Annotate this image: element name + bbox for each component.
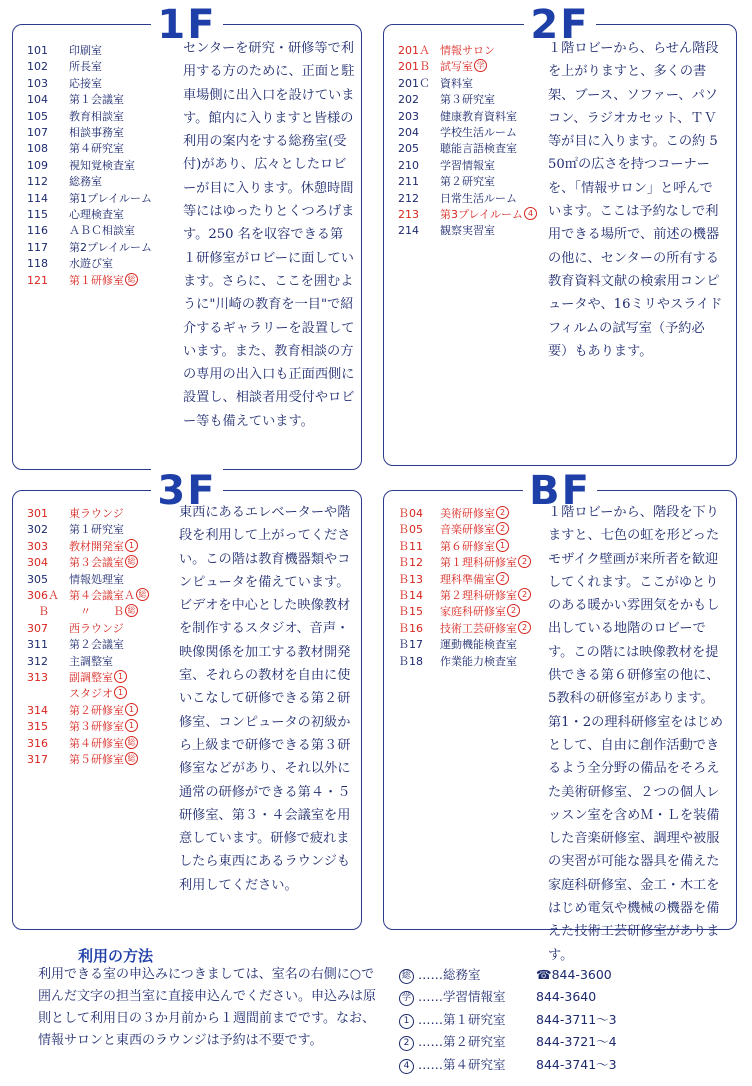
- room-name: 第1プレイルーム: [69, 191, 153, 205]
- room-row: [27, 207, 152, 223]
- room-row: [398, 588, 531, 604]
- room-number: 312: [27, 654, 48, 668]
- usage-title: 利用の方法: [78, 947, 154, 965]
- room-name: 心理検査室: [69, 208, 124, 222]
- room-row: [398, 539, 531, 555]
- room-row: [27, 158, 152, 174]
- room-row: [27, 240, 152, 256]
- circled-mark: 1: [125, 703, 138, 716]
- room-number: 204: [398, 126, 419, 140]
- room-number: 109: [27, 158, 48, 172]
- floor-1f-panel: [12, 2, 362, 470]
- room-row: [27, 588, 149, 604]
- room-name: ＡＢＣ相談室: [69, 224, 135, 238]
- room-name: 第2プレイルーム: [69, 240, 153, 254]
- room-row: [27, 637, 149, 653]
- floor-title: BF: [523, 469, 597, 513]
- circled-mark: 2: [496, 572, 509, 585]
- circled-mark: 総: [125, 555, 138, 568]
- room-name: 作業能力検査室: [440, 654, 517, 668]
- room-row: [27, 256, 152, 272]
- floor-title: 1F: [151, 3, 222, 47]
- room-row: [398, 604, 531, 620]
- room-number: 121: [27, 273, 48, 287]
- room-number: Ｂ11: [398, 539, 423, 553]
- contact-phone: ☎844-3600: [536, 967, 612, 982]
- room-row: [398, 637, 531, 653]
- room-row: [398, 76, 537, 92]
- room-name: 学校生活ルーム: [440, 126, 517, 140]
- floor-title: 2F: [524, 3, 595, 47]
- room-name: 運動機能検査室: [440, 638, 517, 652]
- room-name: 第４研修室: [69, 736, 124, 750]
- room-name: 相談事務室: [69, 126, 124, 140]
- contact-label: ……学習情報室: [418, 989, 506, 1005]
- room-name: 美術研修室: [440, 507, 495, 520]
- circled-mark: 学: [399, 991, 414, 1006]
- circled-mark: 総: [125, 752, 138, 765]
- room-row: [27, 506, 149, 522]
- circled-mark: 2: [518, 588, 531, 601]
- room-name: 教育相談室: [69, 109, 124, 123]
- room-number: Ｂ04: [398, 507, 423, 520]
- room-number: 301: [27, 507, 48, 520]
- room-number: Ｂ: [27, 605, 49, 619]
- room-number: 315: [27, 720, 48, 734]
- room-name: 総務室: [69, 175, 102, 189]
- room-row: [398, 223, 537, 239]
- room-number: 117: [27, 240, 48, 254]
- room-name: 第３研究室: [440, 93, 495, 107]
- room-number: 205: [398, 142, 419, 156]
- room-name: 第６研修室: [440, 539, 495, 553]
- room-row: [27, 191, 152, 207]
- room-number: Ｂ13: [398, 572, 423, 586]
- room-name: スタジオ: [69, 687, 113, 701]
- room-number: 305: [27, 572, 48, 586]
- room-row: [27, 273, 152, 289]
- room-row: [27, 125, 152, 141]
- room-number: 203: [398, 109, 419, 123]
- room-name: 〃 Ｂ: [69, 605, 124, 619]
- room-name: 資料室: [440, 76, 473, 90]
- contact-phone: 844-3721～4: [536, 1034, 617, 1050]
- room-row: [27, 539, 149, 555]
- circled-mark: 2: [518, 555, 531, 568]
- room-number: 202: [398, 93, 419, 107]
- room-number: 214: [398, 224, 419, 238]
- room-list: [398, 43, 537, 240]
- room-number: 105: [27, 109, 48, 123]
- room-row: [398, 141, 537, 157]
- contact-label: ……第１研究室: [418, 1011, 506, 1027]
- floor-3f-panel: [12, 468, 362, 930]
- circled-mark: 2: [518, 621, 531, 634]
- room-number: 317: [27, 753, 48, 767]
- room-number: Ｂ12: [398, 556, 423, 570]
- room-name: 情報サロン: [440, 44, 495, 57]
- room-name: 第２理科研修室: [440, 589, 517, 603]
- room-row: [27, 223, 152, 239]
- room-list: [398, 506, 531, 670]
- room-row: [27, 522, 149, 538]
- room-number: 108: [27, 142, 48, 156]
- room-number: 316: [27, 736, 48, 750]
- room-name: 第１会議室: [69, 93, 124, 107]
- room-row: [398, 125, 537, 141]
- room-name: 第3プレイルーム: [440, 208, 524, 222]
- room-name: 理科準備室: [440, 572, 495, 586]
- contact-row: [398, 1054, 617, 1076]
- circled-mark: 学: [474, 59, 487, 72]
- room-number: 118: [27, 257, 48, 271]
- room-row: [27, 141, 152, 157]
- room-number: 112: [27, 175, 48, 189]
- room-number: 306Ａ: [27, 589, 59, 603]
- room-number: 213: [398, 208, 419, 222]
- room-row: [27, 621, 149, 637]
- room-number: [27, 686, 69, 702]
- contact-label: ……総務室: [418, 967, 481, 982]
- room-name: 第１理科研修室: [440, 556, 517, 570]
- circled-mark: 2: [496, 522, 509, 535]
- room-row: [398, 174, 537, 190]
- circled-mark: 総: [125, 273, 138, 286]
- floor-title: 3F: [151, 469, 222, 513]
- room-name: 第２会議室: [69, 638, 124, 652]
- room-number: 303: [27, 539, 48, 553]
- room-number: 201Ｂ: [398, 60, 430, 74]
- room-name: 第４会議室Ａ: [69, 589, 135, 603]
- contact-label: ……第４研究室: [418, 1056, 506, 1072]
- room-name: 印刷室: [69, 44, 102, 57]
- room-number: 114: [27, 191, 48, 205]
- room-row: [398, 621, 531, 637]
- room-name: 第５研修室: [69, 753, 124, 767]
- floor-bf-panel: [383, 468, 737, 963]
- contact-phone: 844-3711～3: [536, 1011, 617, 1027]
- room-name: 第３会議室: [69, 556, 124, 570]
- room-number: 210: [398, 158, 419, 172]
- room-row: [398, 109, 537, 125]
- circled-mark: 総: [125, 604, 138, 617]
- room-name: 主調整室: [69, 654, 113, 668]
- room-number: 302: [27, 523, 48, 537]
- room-name: 健康教育資料室: [440, 109, 517, 123]
- floor-description: 東西にあるエレベーターや階段を利用して上がってください。この階は教育機器類やコンピュータを備えています。ビデオを中心とした映像教材を制作するスタジオ、音声・映像関係を加工する教材開発室、それらの教材を自由に使いこなして研修できる第２研修室、コンピュータの初級から上級まで研修できる第３研修室などがあり、それ以外に通常の研修ができる第４・５研修室、第３・４会議室を用意しています。研修で疲れましたら東西にあるラウンジも利用してください。: [179, 505, 351, 893]
- circled-mark: 4: [399, 1059, 414, 1074]
- room-row: [398, 191, 537, 207]
- room-row: [27, 703, 149, 719]
- room-number: 211: [398, 175, 419, 189]
- room-number: 102: [27, 60, 48, 74]
- circled-mark: 2: [496, 506, 509, 519]
- circled-mark: 総: [136, 588, 149, 601]
- room-number: 116: [27, 224, 48, 238]
- room-row: [398, 207, 537, 223]
- room-number: Ｂ14: [398, 589, 423, 603]
- room-number: 104: [27, 93, 48, 107]
- room-name: 第１研究室: [69, 523, 124, 537]
- room-row: [27, 686, 149, 702]
- floor-2f-panel: [383, 2, 737, 466]
- room-name: 副調整室: [69, 671, 113, 685]
- room-number: 212: [398, 191, 419, 205]
- circled-mark: 1: [114, 670, 127, 683]
- room-name: 第２研修室: [69, 703, 124, 717]
- room-name: 試写室: [440, 60, 473, 74]
- usage-text: 利用できる室の申込みにつきましては、室名の右側に○で囲んだ文字の担当室に直接申込んでください。申込みは原則として利用日の３か月前から１週間前までです。なお、情報サロンと東西のラウンジは予約は不要です。: [38, 967, 377, 1048]
- room-row: [27, 752, 149, 768]
- room-number: 101: [27, 44, 48, 57]
- room-row: [27, 604, 149, 620]
- room-row: [27, 174, 152, 190]
- room-row: [27, 670, 149, 686]
- room-name: 第２研究室: [440, 175, 495, 189]
- room-row: [27, 555, 149, 571]
- room-row: [398, 555, 531, 571]
- room-number: Ｂ18: [398, 654, 423, 668]
- room-number: 314: [27, 703, 48, 717]
- room-number: 307: [27, 621, 48, 635]
- room-row: [398, 43, 537, 59]
- room-row: [398, 506, 531, 522]
- room-name: 東ラウンジ: [69, 507, 124, 520]
- room-list: [27, 43, 152, 289]
- floor-description: １階ロビーから、階段を下りますと、七色の虹を形どったモザイク壁画が来所者を歓迎してくれます。ここがゆとりのある暖かい雰囲気をかもし出している地階のロビーです。この階には映像教材を提供できる第６研修室の他に、5教科の研修室があります。第1・2の理科研修室をはじめとして、自由に創作活動できるよう全分野の備品をそろえた美術研修室、２つの個人レッスン室を含めＭ・Ｌを装備した音楽研修室、調理や被服の実習が可能な器具を備えた家庭科研修室、金工・木工をはじめ電気や機械の機器を備えた技術工芸研修室があります。: [548, 505, 724, 963]
- room-row: [27, 654, 149, 670]
- room-row: [398, 522, 531, 538]
- room-name: 音楽研修室: [440, 523, 495, 537]
- circled-mark: 1: [399, 1014, 414, 1029]
- room-row: [27, 719, 149, 735]
- room-number: 107: [27, 126, 48, 140]
- room-row: [27, 59, 152, 75]
- contact-row: [398, 964, 617, 986]
- room-name: 学習情報室: [440, 158, 495, 172]
- room-row: [398, 59, 537, 75]
- room-name: 教材開発室: [69, 539, 124, 553]
- room-number: 115: [27, 208, 48, 222]
- room-name: 第４研究室: [69, 142, 124, 156]
- room-row: [27, 76, 152, 92]
- circled-mark: 2: [507, 604, 520, 617]
- circled-mark: 総: [399, 969, 414, 984]
- room-name: 第３研修室: [69, 720, 124, 734]
- room-name: 技術工芸研修室: [440, 621, 517, 635]
- circled-mark: 2: [399, 1036, 414, 1051]
- circled-mark: 4: [524, 207, 537, 220]
- room-name: 所長室: [69, 60, 102, 74]
- room-number: 304: [27, 556, 48, 570]
- room-row: [398, 654, 531, 670]
- room-name: 第１研修室: [69, 273, 124, 287]
- room-number: 201Ａ: [398, 44, 430, 57]
- circled-mark: 1: [125, 719, 138, 732]
- circled-mark: 1: [125, 539, 138, 552]
- room-number: Ｂ05: [398, 523, 423, 537]
- room-number: Ｂ15: [398, 605, 423, 619]
- circled-mark: 総: [125, 736, 138, 749]
- room-number: 103: [27, 76, 48, 90]
- room-number: 311: [27, 638, 48, 652]
- room-number: 313: [27, 671, 48, 685]
- room-name: 応接室: [69, 76, 102, 90]
- room-name: 家庭科研修室: [440, 605, 506, 619]
- contact-row: [398, 1031, 617, 1053]
- room-number: Ｂ16: [398, 621, 423, 635]
- contact-phone: 844-3640: [536, 989, 597, 1005]
- room-name: 日常生活ルーム: [440, 191, 517, 205]
- room-name: 水遊び室: [69, 257, 113, 271]
- floor-description: １階ロビーから、らせん階段を上がりますと、多くの書架、ブース、ソファー、パソコン、ラジオカセット、ＴＶ等が目に入ります。この約 550㎡の広さを持つコーナーを、「情報サロン」と呼んでいます。ここは予約なしで利用できる場所で、前述の機器の他に、センターの所有する教育資料文献の検索用コンピュータや、16ミリやスライドフィルムの試写室（予約必要）もあります。: [548, 41, 723, 359]
- contact-list: [398, 964, 617, 1076]
- room-row: [27, 572, 149, 588]
- room-name: 視知覚検査室: [69, 158, 135, 172]
- room-row: [27, 92, 152, 108]
- room-list: [27, 506, 149, 769]
- room-name: 情報処理室: [69, 572, 124, 586]
- room-row: [27, 109, 152, 125]
- room-row: [398, 158, 537, 174]
- room-number: Ｂ17: [398, 638, 423, 652]
- room-number: 201Ｃ: [398, 76, 430, 90]
- contact-phone: 844-3741～3: [536, 1056, 617, 1072]
- room-name: 聴能言語検査室: [440, 142, 517, 156]
- circled-mark: 1: [114, 686, 127, 699]
- contact-row: [398, 986, 617, 1008]
- contact-label: ……第２研究室: [418, 1034, 506, 1050]
- room-row: [27, 736, 149, 752]
- room-row: [398, 572, 531, 588]
- floor-description: センターを研究・研修等で利用する方のために、正面と駐車場側に出入口を設けています。館内に入りますと皆様の利用の案内をする総務室(受付)があり、広々としたロビーが目に入ります。休憩時間等にはゆったりとくつろげます。250 名を収容できる第１研修室がロビーに面しています。さらに、ここを囲むように"川崎の教育を一目"で紹介するギャラリーを設置しています。また、教育相談の方の専用の出入口も正面西側に設置し、相談者用受付やロビー等も備えています。: [183, 41, 355, 429]
- circled-mark: 1: [496, 539, 509, 552]
- room-row: [398, 92, 537, 108]
- contact-row: [398, 1009, 617, 1031]
- room-row: [27, 43, 152, 59]
- room-name: 観察実習室: [440, 224, 495, 238]
- room-name: 西ラウンジ: [69, 621, 124, 635]
